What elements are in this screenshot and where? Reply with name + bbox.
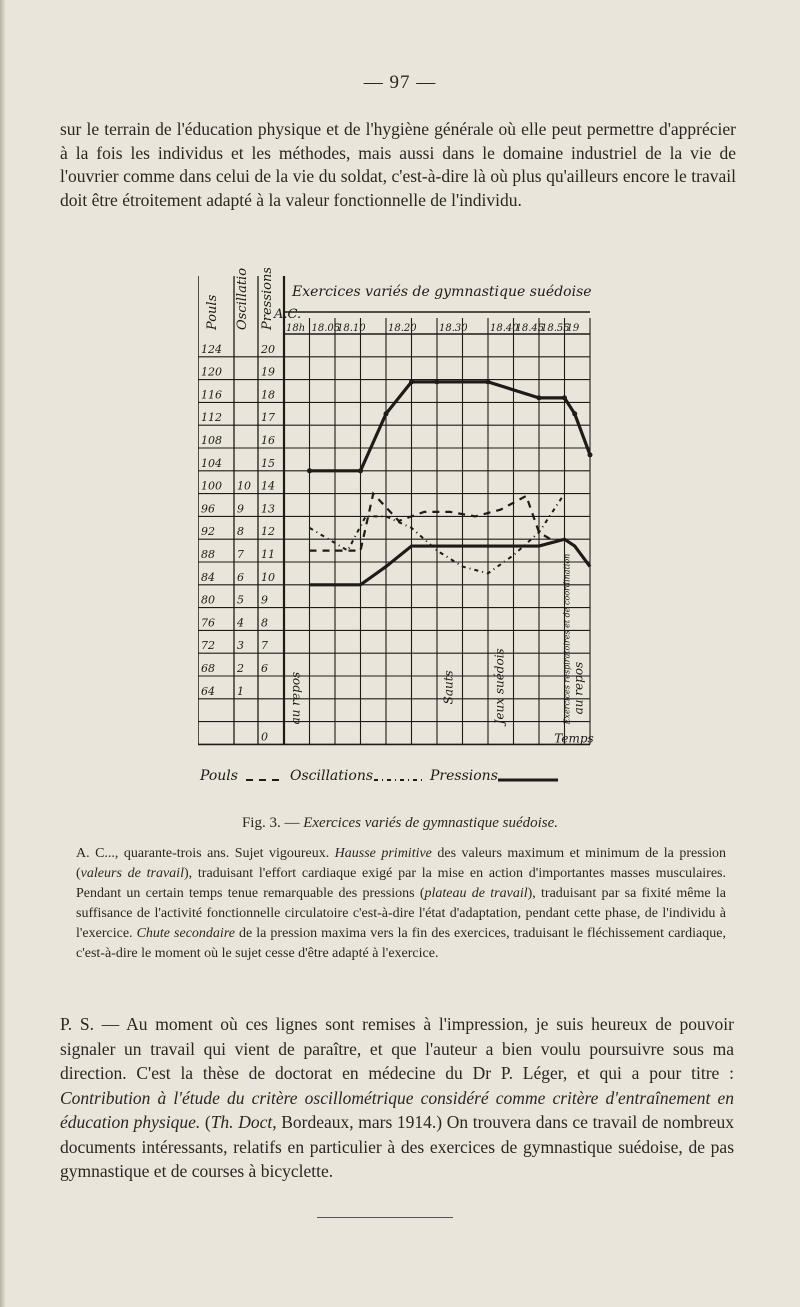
pression-scale-label: 12: [261, 525, 275, 539]
point-pression-max: [572, 411, 577, 416]
legend-pouls: Pouls: [200, 768, 238, 784]
page-edge: [0, 0, 6, 1307]
pression-scale-label: 17: [261, 411, 275, 425]
pouls-scale-label: 72: [201, 639, 215, 653]
page-number: — 97 —: [363, 72, 437, 93]
pression-scale-label: 13: [261, 502, 275, 516]
figure-chart: [198, 268, 608, 798]
caption-title: Exercices variés de gymnastique suédoise.: [303, 815, 559, 831]
bottom-rule: [317, 1217, 453, 1218]
time-mark: 18.05: [311, 323, 341, 334]
desc-part4: ), traduisant par sa fixité même la suffisance de l'activité fonctionnelle circulatoire c'est-à-dire l'état d'adaptation, pendant cette phase, de l'individu à l'exercice.: [76, 886, 727, 941]
pression-scale-label: 14: [261, 479, 275, 493]
point-pression-max: [358, 468, 363, 473]
pression-scale-label: 10: [261, 570, 275, 584]
phase-label: Jeux suédois: [492, 648, 507, 725]
time-mark: 18.20: [388, 323, 417, 334]
pouls-scale-label: 108: [201, 434, 222, 447]
desc-valeurs: valeurs de travail: [80, 866, 184, 881]
desc-plateau: plateau de travail: [424, 886, 528, 901]
pression-scale-label: 19: [261, 365, 275, 379]
time-axis-label: Temps: [554, 731, 594, 746]
time-mark: 18.10: [337, 323, 366, 334]
osc-scale-label: 4: [237, 616, 244, 630]
caption-prefix: Fig. 3. —: [241, 815, 300, 831]
curve-pression-max: [310, 382, 591, 471]
ps-part1: P. S. — Au moment où ces lignes sont remises à l'impression, je suis heureux de pouvoir signaler un travail qui vient de paraître, et que l'auteur a bien voulu poursuivre sous ma direction. C'est la thèse de doctorat en médecine du Dr P. Léger, et qui a pour titre :: [60, 1014, 734, 1083]
osc-scale-label: 6: [237, 570, 244, 584]
osc-scale-label: 7: [237, 548, 244, 561]
desc-part2: des valeurs maximum et minimum de la pression (: [76, 846, 726, 881]
pouls-scale-label: 104: [201, 456, 222, 470]
pression-scale-label: 18: [261, 388, 275, 402]
figure-caption: [0, 815, 800, 832]
phase-label: Sauts: [441, 670, 456, 705]
pression-scale-label: 15: [261, 456, 275, 470]
chart-svg: [198, 268, 608, 798]
pouls-scale-label: 84: [201, 570, 215, 584]
pression-scale-label: 11: [261, 548, 275, 561]
point-pression-max: [537, 395, 542, 400]
curve-pouls: [310, 494, 555, 551]
time-mark: 18.55: [541, 323, 570, 334]
osc-scale-label: 10: [237, 479, 251, 493]
pouls-scale-label: 96: [201, 502, 215, 516]
osc-scale-label: 9: [237, 502, 244, 516]
figure-title: Exercices variés de gymnastique suédoise: [292, 284, 592, 300]
point-pression-max: [307, 468, 312, 473]
figure-description: [76, 844, 726, 964]
pouls-scale-label: 64: [201, 684, 215, 698]
phase-label: au repos: [571, 661, 586, 715]
osc-scale-label: 2: [237, 662, 244, 675]
legend-osc: Oscillations: [290, 768, 374, 784]
pression-scale-label: 8: [261, 616, 268, 630]
ps-part3: , Bordeaux, mars 1914.) On trouvera dans ce travail de nombreux documents intéressants, relatifs en particulier à des exercices de gymnastique suédoise, de pas gymnastique et de courses à bicyclette.: [60, 1112, 735, 1181]
desc-part1: A. C..., quarante-trois ans. Sujet vigoureux.: [76, 846, 335, 861]
pouls-scale-label: 116: [201, 388, 222, 402]
desc-part3: ), traduisant l'effort cardiaque exigé par la mise en action d'importantes masses musculaires. Pendant un certain temps tenue remarquable des pressions (: [76, 866, 726, 901]
pouls-scale-label: 120: [201, 365, 222, 379]
pouls-scale-label: 112: [201, 411, 222, 425]
osc-scale-label: 8: [237, 525, 244, 539]
phase-label: au repos: [288, 671, 303, 725]
phase-label: Exercices respiratoires et de coordination: [562, 553, 572, 725]
pouls-scale-label: 88: [201, 548, 215, 561]
point-pression-max: [409, 379, 414, 384]
ps-title: Contribution à l'étude du critère oscillométrique considéré comme critère d'entraînement en éducation physique.: [60, 1087, 734, 1132]
column-header: Oscillations: [235, 268, 250, 330]
point-pression-max: [588, 452, 593, 457]
point-pression-max: [384, 411, 389, 416]
pression-scale-label: 9: [261, 593, 268, 607]
time-mark: 18.45: [515, 323, 545, 334]
time-mark: 19: [566, 323, 580, 334]
pouls-scale-label: 124: [201, 342, 222, 356]
pouls-scale-label: 100: [201, 479, 222, 493]
column-header: Pressions: [260, 268, 275, 330]
pression-scale-label: 7: [261, 639, 268, 653]
point-pression-max: [562, 395, 567, 400]
ps-paragraph: [60, 1012, 734, 1184]
figure-subject: A.C.: [274, 307, 302, 322]
pouls-scale-label: 80: [201, 593, 215, 607]
legend-pression: Pressions: [430, 768, 498, 784]
desc-chute: Chute secondaire: [136, 926, 235, 941]
intro-paragraph: sur le terrain de l'éducation physique et de l'hygiène générale où elle peut permettre d'apprécier à la fois les individus et les méthodes, mais aussi dans le domaine industriel de la vie de l'ouvrier comme dans celui de la vie du soldat, c'est-à-dire là où plus qu'ailleurs encore le travail doit être étroitement adapté à la valeur fonctionnelle de l'individu.: [60, 119, 736, 210]
desc-part5: de la pression maxima vers la fin des exercices, traduisant le fléchissement cardiaque, c'est-à-dire le moment où le sujet cesse d'être adapté à l'exercice.: [76, 926, 726, 961]
column-header: Pouls: [205, 294, 220, 330]
ps-part2: (: [200, 1112, 211, 1132]
osc-scale-label: 3: [237, 639, 244, 653]
time-mark: 18h: [286, 323, 306, 334]
point-pression-max: [435, 379, 440, 384]
time-mark: 18.30: [439, 323, 468, 334]
point-pression-max: [486, 379, 491, 384]
pression-scale-label: 0: [261, 730, 268, 744]
desc-hausse: Hausse primitive: [334, 846, 432, 861]
pression-scale-label: 16: [261, 434, 275, 447]
time-mark: 18.40: [490, 323, 519, 334]
pression-scale-label: 6: [261, 662, 268, 675]
pression-scale-label: 20: [261, 342, 275, 356]
pouls-scale-label: 92: [201, 525, 215, 539]
osc-scale-label: 1: [237, 684, 244, 698]
pouls-scale-label: 76: [201, 616, 215, 630]
osc-scale-label: 5: [237, 593, 244, 607]
ps-source: Th. Doct: [210, 1112, 273, 1132]
pouls-scale-label: 68: [201, 662, 215, 675]
